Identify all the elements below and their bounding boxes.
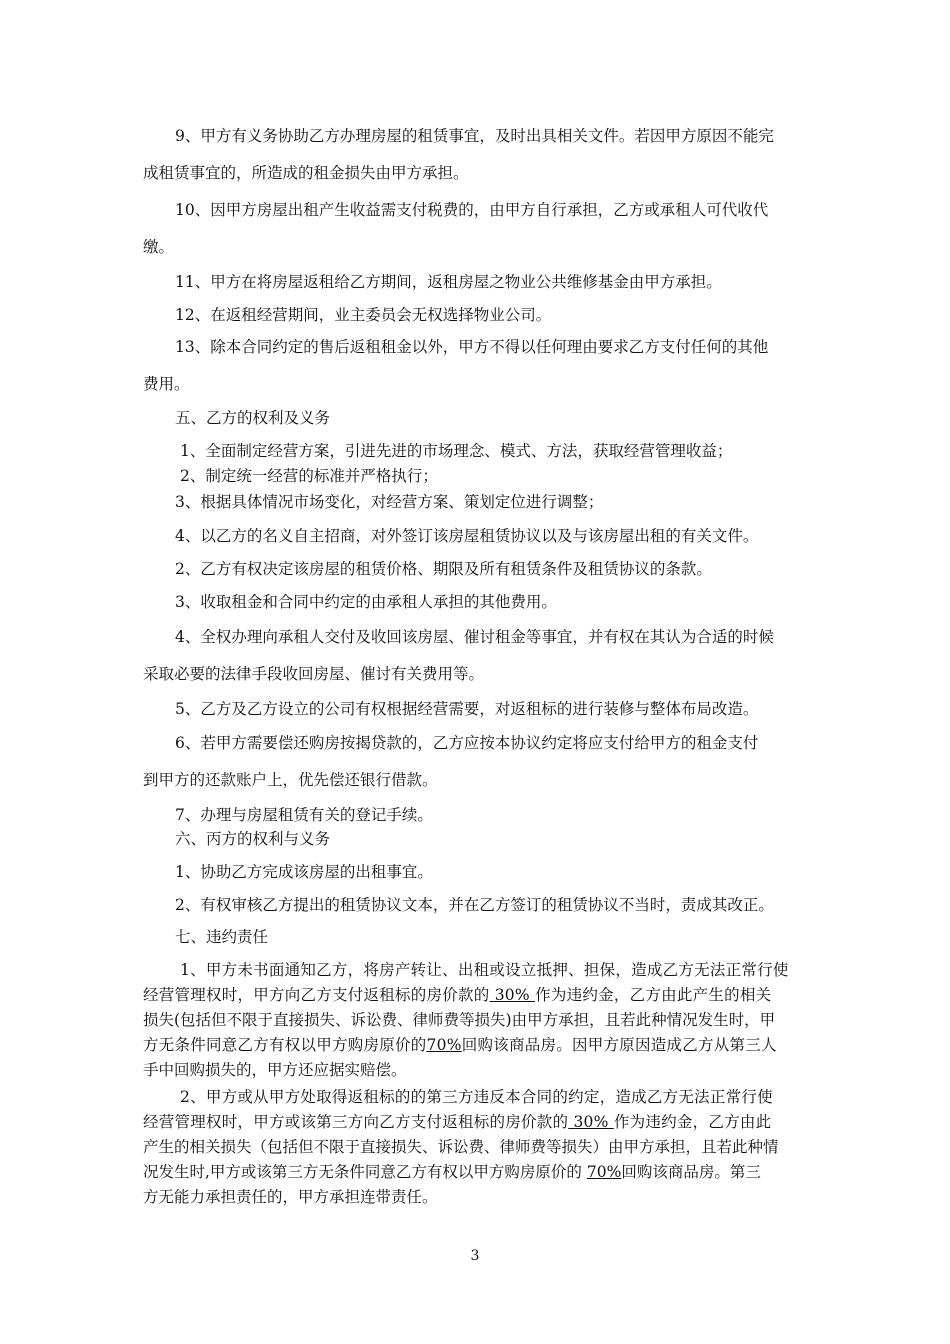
- breach-1-text-b: 作为违约金，乙方由此产生的相关: [535, 986, 772, 1004]
- section-6-item-2: 2、有权审核乙方提出的租赁协议文本，并在乙方签订的租赁协议不当时，责成其改正。: [175, 896, 774, 914]
- clause-13-line-2: 费用。: [143, 375, 190, 393]
- breach-2-text-c: 况发生时,甲方或该第三方无条件同意乙方有权以甲方购房原价的: [143, 1163, 587, 1181]
- section-5-item-4b-line-1: 4、全权办理向承租人交付及收回该房屋、催讨租金等事宜，并有权在其认为合适的时候: [175, 628, 774, 646]
- section-6-heading: 六、丙方的权利与义务: [175, 830, 331, 848]
- clause-10-line-1: 10、因甲方房屋出租产生收益需支付税费的，由甲方自行承担，乙方或承租人可代收代: [175, 201, 769, 219]
- breach-1-text-d: 回购该商品房。因甲方原因造成乙方从第三人: [461, 1036, 777, 1054]
- section-5-item-6-line-1: 6、若甲方需要偿还购房按揭贷款的，乙方应按本协议约定将应支付给甲方的租金支付: [175, 734, 759, 752]
- section-5-item-1: 1、全面制定经营方案，引进先进的市场理念、模式、方法，获取经营管理收益；: [180, 442, 733, 460]
- section-5-item-7: 7、办理与房屋租赁有关的登记手续。: [175, 806, 433, 824]
- breach-1-rate-30: 30%: [489, 986, 536, 1004]
- breach-2-text-d: 回购该商品房。第三: [621, 1163, 761, 1181]
- breach-2-line-5: 方无能力承担责任的，甲方承担连带责任。: [143, 1188, 438, 1206]
- breach-2-rate-30: 30%: [568, 1113, 614, 1131]
- section-5-item-3: 3、根据具体情况市场变化，对经营方案、策划定位进行调整；: [175, 493, 604, 511]
- section-6-item-1: 1、协助乙方完成该房屋的出租事宜。: [175, 863, 433, 881]
- breach-1-line-3: 损失(包括但不限于直接损失、诉讼费、律师费等损失)由甲方承担，且若此种情况发生时，甲: [143, 1011, 776, 1029]
- breach-1-line-2: [143, 985, 771, 1005]
- breach-1-line-1: 1、甲方未书面通知乙方，将房产转让、出租或设立抵押、担保，造成乙方无法正常行使: [180, 961, 789, 979]
- breach-2-line-4: [143, 1162, 761, 1182]
- section-5-item-4: 4、以乙方的名义自主招商，对外签订该房屋租赁协议以及与该房屋出租的有关文件。: [175, 527, 759, 545]
- breach-2-line-3: 产生的相关损失（包括但不限于直接损失、诉讼费、律师费等损失）由甲方承担，且若此种情: [143, 1138, 779, 1156]
- breach-2-text-a: 经营管理权时，甲方或该第三方向乙方支付返租标的房价款的: [143, 1113, 569, 1131]
- section-5-item-6-line-2: 到甲方的还款账户上，优先偿还银行借款。: [143, 771, 438, 789]
- breach-1-text-a: 经营管理权时，甲方向乙方支付返租标的房价款的: [143, 986, 490, 1004]
- section-5-heading: 五、乙方的权利及义务: [175, 409, 331, 427]
- clause-12: 12、在返租经营期间，业主委员会无权选择物业公司。: [175, 306, 552, 324]
- clause-9-line-2: 成租赁事宜的，所造成的租金损失由甲方承担。: [143, 164, 469, 182]
- clause-10-line-2: 缴。: [143, 238, 175, 256]
- breach-1-rate-70: 70%: [426, 1036, 462, 1054]
- breach-2-text-b: 作为违约金，乙方由此: [613, 1113, 772, 1131]
- breach-2-line-2: [143, 1112, 771, 1132]
- section-5-item-4b-line-2: 采取必要的法律手段收回房屋、催讨有关费用等。: [143, 665, 485, 683]
- section-5-item-3b: 3、收取租金和合同中约定的由承租人承担的其他费用。: [175, 593, 557, 611]
- breach-1-line-4: [143, 1035, 777, 1055]
- section-5-item-2: 2、制定统一经营的标准并严格执行；: [180, 467, 438, 485]
- breach-1-line-5: 手中回购损失的，甲方还应据实赔偿。: [143, 1061, 407, 1079]
- clause-11: 11、甲方在将房屋返租给乙方期间，返租房屋之物业公共维修基金由甲方承担。: [175, 273, 722, 291]
- section-7-heading: 七、违约责任: [175, 928, 269, 946]
- breach-1-text-c: 方无条件同意乙方有权以甲方购房原价的: [143, 1036, 427, 1054]
- section-5-item-5: 5、乙方及乙方设立的公司有权根据经营需要，对返租标的进行装修与整体布局改造。: [175, 700, 759, 718]
- page-number: 3: [470, 1248, 480, 1264]
- breach-2-rate-70: 70%: [586, 1163, 622, 1181]
- breach-2-line-1: 2、甲方或从甲方处取得返租标的的第三方违反本合同的约定，造成乙方无法正常行使: [180, 1088, 773, 1106]
- section-5-item-2b: 2、乙方有权决定该房屋的租赁价格、期限及所有租赁条件及租赁协议的条款。: [175, 560, 712, 578]
- clause-9-line-1: 9、甲方有义务协助乙方办理房屋的租赁事宜，及时出具相关文件。若因甲方原因不能完: [175, 127, 774, 145]
- clause-13-line-1: 13、除本合同约定的售后返租租金以外，甲方不得以任何理由要求乙方支付任何的其他: [175, 338, 769, 356]
